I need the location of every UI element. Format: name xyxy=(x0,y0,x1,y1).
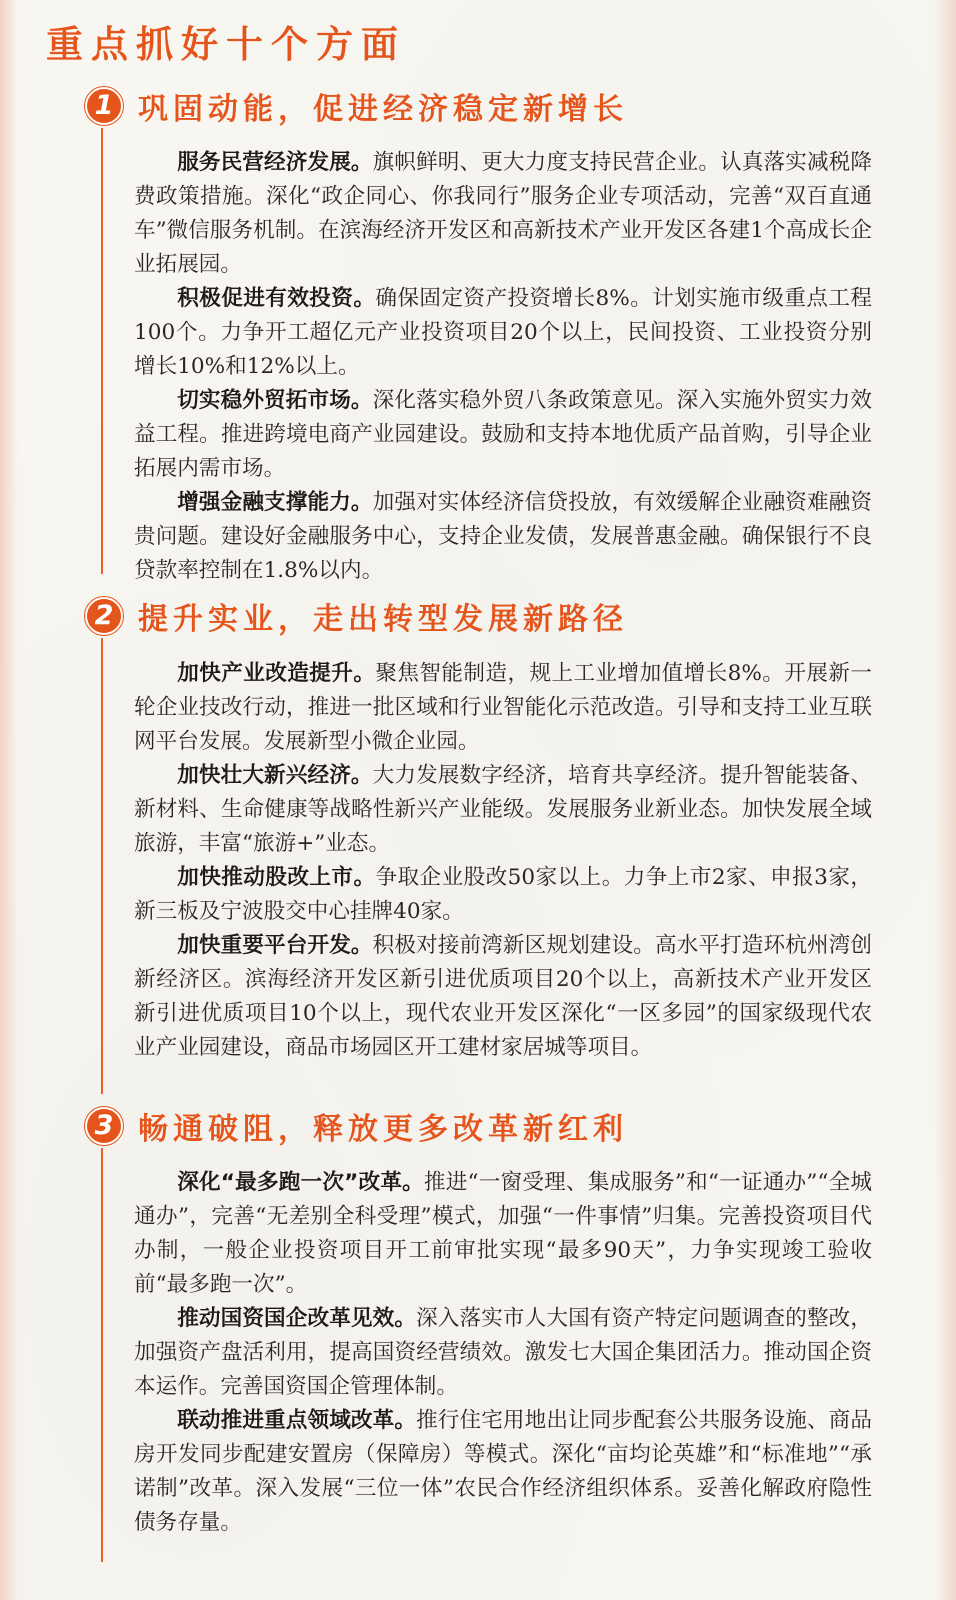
paragraph xyxy=(134,1302,872,1404)
paragraph-lead: 深化“最多跑一次”改革。 xyxy=(177,1170,424,1195)
paragraph xyxy=(134,282,872,384)
section-number: 3 xyxy=(94,1110,114,1141)
section-2-rule xyxy=(101,638,103,1094)
paragraph xyxy=(134,1166,872,1302)
paragraph-lead: 加快重要平台开发。 xyxy=(177,933,373,958)
paragraph-text: 确保固定资产投资增长8%。计划实施市级重点工程100个。力争开工超亿元产业投资项目20个以上，民间投资、工业投资分别增长10%和12%以上。 xyxy=(134,286,872,379)
section-2-header xyxy=(84,592,628,640)
paragraph-text: 争取企业股改50家以上。力争上市2家、申报3家，新三板及宁波股交中心挂牌40家。 xyxy=(134,865,872,924)
section-title: 畅通破阻，释放更多改革新红利 xyxy=(138,1112,628,1147)
paragraph-lead: 切实稳外贸拓市场。 xyxy=(177,388,373,413)
paragraph-text: 聚焦智能制造，规上工业增加值增长8%。开展新一轮企业技改行动，推进一批区域和行业智能化示范改造。引导和支持工业互联网平台发展。发展新型小微企业园。 xyxy=(134,661,872,754)
left-edge-tint xyxy=(0,0,18,1600)
paragraph-text: 旗帜鲜明、更大力度支持民营企业。认真落实减税降费政策措施。深化“政企同心、你我同行”服务企业专项活动，完善“双百直通车”微信服务机制。在滨海经济开发区和高新技术产业开发区各建1个高成长企业拓展园。 xyxy=(134,150,872,277)
section-2-body xyxy=(134,657,872,1065)
paragraph-text: 大力发展数字经济，培育共享经济。提升智能装备、新材料、生命健康等战略性新兴产业能级。发展服务业新业态。加快发展全域旅游，丰富“旅游+”业态。 xyxy=(134,763,872,856)
paragraph-lead: 积极促进有效投资。 xyxy=(177,286,376,311)
paragraph xyxy=(134,861,872,929)
paragraph-lead: 联动推进重点领域改革。 xyxy=(177,1408,417,1433)
page-title: 重点抓好十个方面 xyxy=(46,23,406,66)
paragraph xyxy=(134,146,872,282)
paragraph xyxy=(134,1404,872,1540)
section-1-body xyxy=(134,146,872,588)
section-1-header xyxy=(84,82,628,130)
section-1-rule xyxy=(101,128,103,574)
right-edge-tint xyxy=(934,0,956,1600)
paragraph-lead: 增强金融支撑能力。 xyxy=(177,490,373,515)
paragraph-text: 积极对接前湾新区规划建设。高水平打造环杭州湾创新经济区。滨海经济开发区新引进优质项目20个以上，高新技术产业开发区新引进优质项目10个以上，现代农业开发区深化“一区多园”的国家级现代农业产业园建设，商品市场园区开工建材家居城等项目。 xyxy=(134,933,872,1060)
paragraph xyxy=(134,759,872,861)
section-title: 巩固动能，促进经济稳定新增长 xyxy=(138,92,628,127)
paragraph xyxy=(134,929,872,1065)
paragraph-lead: 加快推动股改上市。 xyxy=(177,865,376,890)
section-3-rule xyxy=(101,1148,103,1562)
paragraph-text: 深入落实市人大国有资产特定问题调查的整改，加强资产盘活利用，提高国资经营绩效。激发七大国企集团活力。推动国企资本运作。完善国资国企管理体制。 xyxy=(134,1306,872,1399)
section-title: 提升实业，走出转型发展新路径 xyxy=(138,602,628,637)
paragraph-lead: 推动国资国企改革见效。 xyxy=(177,1306,417,1331)
paragraph-text: 加强对实体经济信贷投放，有效缓解企业融资难融资贵问题。建设好金融服务中心，支持企业发债，发展普惠金融。确保银行不良贷款率控制在1.8%以内。 xyxy=(134,490,872,583)
paragraph-text: 推进“一窗受理、集成服务”和“一证通办”“全城通办”，完善“无差别全科受理”模式，加强“一件事情”归集。完善投资项目代办制，一般企业投资项目开工前审批实现“最多90天”，力争实现竣工验收前“最多跑一次”。 xyxy=(134,1170,873,1297)
section-number: 2 xyxy=(94,600,114,631)
paragraph xyxy=(134,657,872,759)
section-number-badge xyxy=(84,1106,124,1146)
section-number-badge xyxy=(84,86,124,126)
paragraph-lead: 加快产业改造提升。 xyxy=(177,661,376,686)
section-number-badge xyxy=(84,596,124,636)
paragraph xyxy=(134,384,872,486)
paragraph-lead: 服务民营经济发展。 xyxy=(177,150,373,175)
paragraph xyxy=(134,486,872,588)
paragraph-text: 深化落实稳外贸八条政策意见。深入实施外贸实力效益工程。推进跨境电商产业园建设。鼓励和支持本地优质产品首购，引导企业拓展内需市场。 xyxy=(134,388,872,481)
paragraph-lead: 加快壮大新兴经济。 xyxy=(177,763,373,788)
paragraph-text: 推行住宅用地出让同步配套公共服务设施、商品房开发同步配建安置房（保障房）等模式。深化“亩均论英雄”和“标准地”“承诺制”改革。深入发展“三位一体”农民合作经济组织体系。妥善化解政府隐性债务存量。 xyxy=(134,1408,872,1535)
section-3-body xyxy=(134,1166,872,1540)
section-number: 1 xyxy=(94,90,114,121)
section-3-header xyxy=(84,1102,628,1150)
